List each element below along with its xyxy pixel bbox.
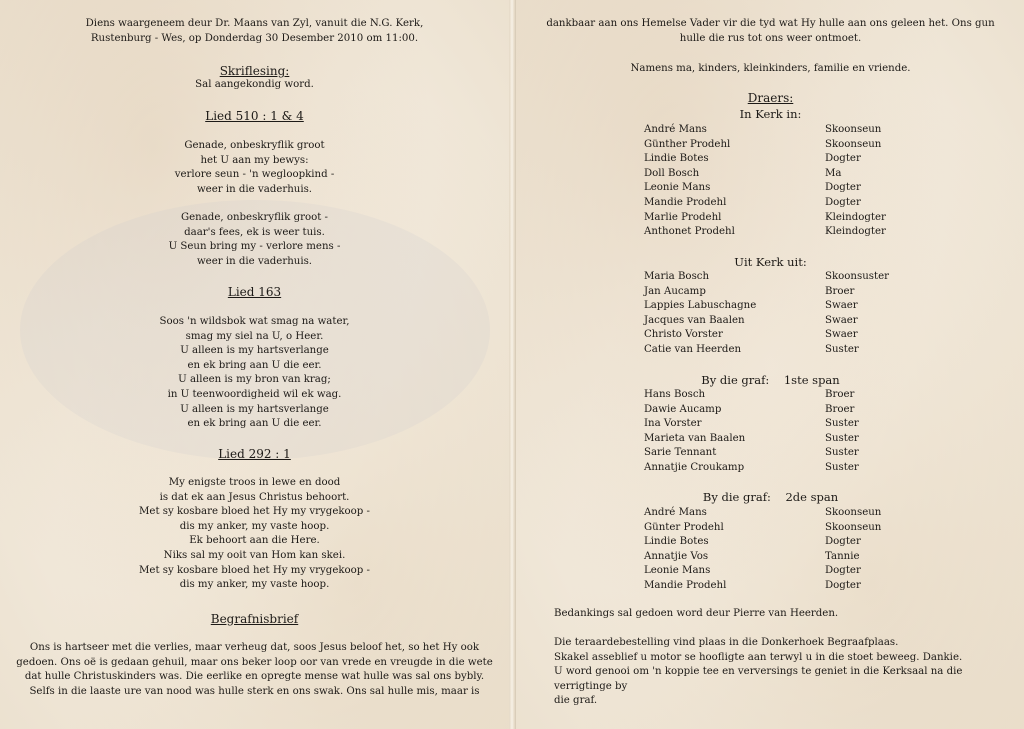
lied-163-heading: Lied 163 <box>227 285 282 299</box>
begrafnisbrief-text <box>0 641 509 699</box>
bearer-name: Mandie Prodehl <box>644 196 727 208</box>
verse-line: Genade, onbeskryflik groot - <box>181 212 328 223</box>
verse-line: Genade, onbeskryflik groot <box>184 140 325 151</box>
bearer-relation: Dogter <box>825 182 861 194</box>
list-item <box>644 285 889 300</box>
bearer-name: Anthonet Prodehl <box>644 226 735 238</box>
list-item <box>644 564 881 579</box>
list-item <box>644 432 859 447</box>
verse-line: U Seun bring my - verlore mens - <box>168 241 341 253</box>
list-item <box>644 167 886 182</box>
bearer-name: Hans Bosch <box>644 389 706 400</box>
verse-line: smag my siel na U, o Heer. <box>185 330 324 342</box>
verse-line: het U aan my bewys: <box>200 154 309 166</box>
verse-line: My enigste troos in lewe en dood <box>168 477 341 488</box>
list-item <box>644 461 859 476</box>
bearer-relation: Dogter <box>825 579 861 591</box>
bearer-name: Christo Vorster <box>644 329 723 341</box>
bearer-name: Lindie Botes <box>644 153 709 165</box>
bearer-name: Doll Bosch <box>644 167 700 179</box>
bearer-relation: Skoonseun <box>825 124 882 135</box>
bearer-name: Sarie Tennant <box>644 447 717 459</box>
letter-line: Selfs in die laaste ure van nood was hulle sterk en ons swak. Ons sal hulle mis, maar is <box>29 685 480 697</box>
list-item <box>644 196 886 211</box>
bearer-relation: Ma <box>825 167 842 179</box>
bearer-relation: Suster <box>825 461 859 473</box>
list-item <box>644 299 889 314</box>
bearer-name: Leonie Mans <box>644 565 711 577</box>
verse-line: daar's fees, ek is weer tuis. <box>184 226 325 238</box>
bearer-name: Marieta van Baalen <box>644 432 746 444</box>
bearer-relation: Broer <box>825 285 855 297</box>
letter-line: gedoen. Ons oë is gedaan gehuil, maar ons beker loop oor van vrede en vreugde in die wete <box>16 656 493 668</box>
bearer-relation: Dogter <box>825 153 861 165</box>
draers-heading: Draers: <box>747 91 794 105</box>
graf-2de-span-heading: By die graf: 2de span <box>702 490 839 504</box>
bearer-name: Jan Aucamp <box>644 285 706 297</box>
verse-line: in U teenwoordigheid wil ek wag. <box>167 388 342 400</box>
thanks-line: Bedankings sal gedoen word deur Pierre van Heerden. <box>554 608 839 619</box>
lied-510-verse-1 <box>0 139 509 197</box>
verse-line: Soos 'n wildsbok wat smag na water, <box>159 316 350 327</box>
graf-1ste-span-heading: By die graf: 1ste span <box>701 373 840 387</box>
lied-292-heading: Lied 292 : 1 <box>218 447 291 461</box>
notice-line: Skakel asseblief u motor se hoofligte aan terwyl u in die stoet beweeg. Dankie. <box>554 651 963 663</box>
intro-line: Diens waargeneem deur Dr. Maans van Zyl, vanuit die N.G. Kerk, <box>85 18 424 29</box>
graf-2de-span-list <box>644 506 881 594</box>
bearer-relation: Tannie <box>825 550 860 562</box>
bearer-name: Marlie Prodehl <box>644 211 722 223</box>
letter-line: Ons is hartseer met die verlies, maar verheug dat, soos Jesus beloof het, so het Hy ook <box>29 642 480 653</box>
bearer-name: Mandie Prodehl <box>644 579 727 591</box>
verse-line: en ek bring aan U die eer. <box>187 359 322 371</box>
lied-292-verse <box>0 476 509 593</box>
bearer-name: Maria Bosch <box>644 271 710 282</box>
verse-line: weer in die vaderhuis. <box>196 183 313 195</box>
verse-line: Met sy kosbare bloed het Hy my vrygekoop - <box>138 506 370 518</box>
lied-510-heading: Lied 510 : 1 & 4 <box>205 109 304 123</box>
letter-line: hulle die rus tot ons weer ontmoet. <box>679 32 862 44</box>
list-item <box>644 270 889 285</box>
list-item <box>644 550 881 565</box>
notice-line: die graf. <box>554 695 598 707</box>
begrafnisbrief-heading: Begrafnisbrief <box>210 612 299 626</box>
list-item <box>644 417 859 432</box>
list-item <box>644 152 886 167</box>
verse-line: Ek behoort aan die Here. <box>189 535 320 547</box>
skriflesing-heading: Skriflesing: <box>219 64 290 78</box>
verse-line: verlore seun - 'n wegloopkind - <box>174 169 335 181</box>
list-item <box>644 225 886 240</box>
bearer-relation: Dogter <box>825 565 861 577</box>
verse-line: Niks sal my ooit van Hom kan skei. <box>163 549 346 561</box>
graf-1ste-span-list <box>644 388 859 476</box>
list-item <box>644 123 886 138</box>
service-intro <box>0 17 509 46</box>
bearer-name: Günter Prodehl <box>644 521 724 533</box>
bearer-relation: Broer <box>825 403 855 415</box>
list-item <box>644 343 889 358</box>
final-notes <box>554 636 1019 709</box>
letter-line: dankbaar aan ons Hemelse Vader vir die tyd wat Hy hulle aan ons geleen het. Ons gun <box>546 18 995 29</box>
list-item <box>644 506 881 521</box>
left-page <box>0 0 509 729</box>
verse-line: Met sy kosbare bloed het Hy my vrygekoop - <box>138 564 370 576</box>
bearer-relation: Dogter <box>825 536 861 548</box>
bearer-relation: Swaer <box>825 329 858 341</box>
verse-line: dis my anker, my vaste hoop. <box>179 520 330 532</box>
bearer-relation: Suster <box>825 447 859 459</box>
letter-continuation <box>516 17 1024 46</box>
in-kerk-heading: In Kerk in: <box>739 107 802 121</box>
list-item <box>644 579 881 594</box>
verse-line: weer in die vaderhuis. <box>196 255 313 267</box>
notice-line: Die teraardebestelling vind plaas in die Donkerhoek Begraafplaas. <box>554 637 899 648</box>
in-kerk-list <box>644 123 886 240</box>
bearer-relation: Suster <box>825 432 859 444</box>
right-page <box>515 0 1024 729</box>
verse-line: dis my anker, my vaste hoop. <box>179 579 330 591</box>
list-item <box>644 181 886 196</box>
bearer-relation: Dogter <box>825 196 861 208</box>
bearer-relation: Kleindogter <box>825 226 886 238</box>
bearer-name: Leonie Mans <box>644 182 711 194</box>
bearer-name: Catie van Heerden <box>644 343 742 355</box>
list-item <box>644 314 889 329</box>
verse-line: U alleen is my hartsverlange <box>180 403 329 415</box>
list-item <box>644 328 889 343</box>
list-item <box>644 211 886 226</box>
bearer-relation: Suster <box>825 418 859 430</box>
bearer-name: André Mans <box>644 124 707 135</box>
notice-line: U word genooi om 'n koppie tee en verversings te geniet in die Kerksaal na die verrigtinge by <box>554 666 963 692</box>
verse-line: en ek bring aan U die eer. <box>187 418 322 430</box>
bearer-name: Lappies Labuschagne <box>644 300 757 312</box>
lied-510-verse-2 <box>0 211 509 269</box>
bearer-name: Günther Prodehl <box>644 138 731 150</box>
bearer-relation: Broer <box>825 389 855 400</box>
uit-kerk-heading: Uit Kerk uit: <box>734 255 807 269</box>
bearer-name: Annatjie Vos <box>644 550 709 562</box>
bearer-relation: Suster <box>825 343 859 355</box>
bearer-name: André Mans <box>644 507 707 518</box>
intro-line: Rustenburg - Wes, op Donderdag 30 Desember 2010 om 11:00. <box>90 32 419 44</box>
bearer-name: Dawie Aucamp <box>644 403 722 415</box>
bearer-name: Annatjie Croukamp <box>644 461 745 473</box>
list-item <box>644 535 881 550</box>
lied-163-verse <box>0 315 509 432</box>
bearer-relation: Kleindogter <box>825 211 886 223</box>
bearer-relation: Swaer <box>825 300 858 312</box>
bearer-relation: Skoonseun <box>825 521 882 533</box>
signature-line: Namens ma, kinders, kleinkinders, familie en vriende. <box>630 63 911 74</box>
letter-line: dat hulle Christuskinders was. Die eerlike en opregte mense wat hulle was sal ons bybly. <box>24 671 485 683</box>
bearer-relation: Skoonsuster <box>825 271 889 282</box>
bearer-name: Jacques van Baalen <box>644 314 745 326</box>
list-item <box>644 138 886 153</box>
bearer-relation: Skoonseun <box>825 138 882 150</box>
list-item <box>644 521 881 536</box>
bearer-name: Ina Vorster <box>644 418 702 430</box>
list-item <box>644 388 859 403</box>
bearer-relation: Swaer <box>825 314 858 326</box>
list-item <box>644 446 859 461</box>
verse-line: U alleen is my hartsverlange <box>180 345 329 357</box>
list-item <box>644 403 859 418</box>
verse-line: is dat ek aan Jesus Christus behoort. <box>159 491 350 503</box>
skriflesing-text: Sal aangekondig word. <box>195 79 314 90</box>
bearer-relation: Skoonseun <box>825 507 882 518</box>
bearer-name: Lindie Botes <box>644 536 709 548</box>
verse-line: U alleen is my bron van krag; <box>178 374 331 386</box>
uit-kerk-list <box>644 270 889 358</box>
